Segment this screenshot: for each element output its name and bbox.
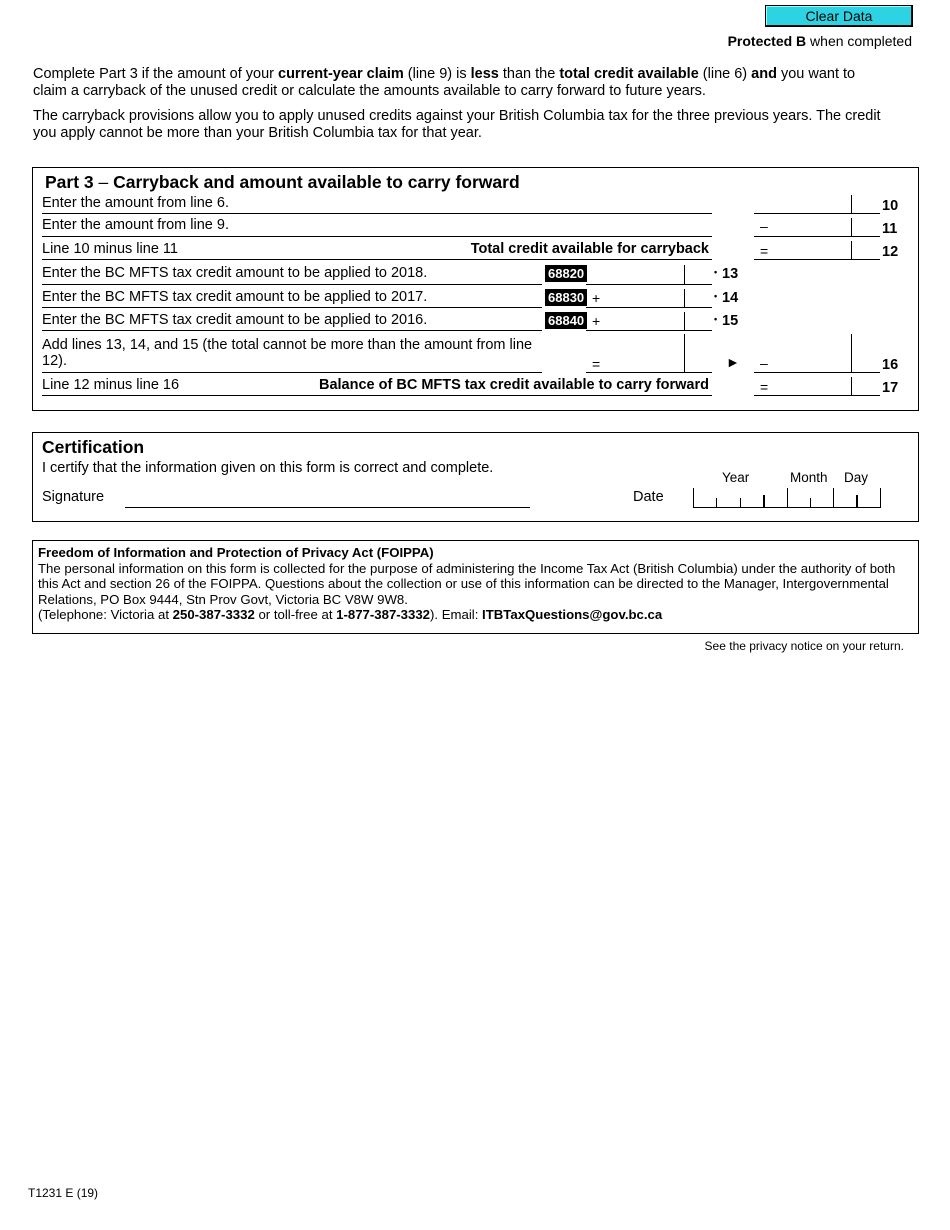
- line15-amount-field[interactable]: [586, 330, 712, 331]
- minus-sign: –: [760, 218, 768, 234]
- year-label: Year: [722, 470, 750, 485]
- arrow-icon: ►: [726, 354, 740, 370]
- line12-description: Total credit available for carryback: [470, 241, 709, 257]
- line11-label: Enter the amount from line 9.: [42, 217, 229, 233]
- line10-amount-field[interactable]: [754, 213, 880, 214]
- line-number-10: 10: [882, 198, 899, 214]
- line-number-16: 16: [882, 357, 899, 373]
- equals-sign: =: [592, 356, 601, 372]
- equals-sign: =: [760, 243, 769, 259]
- line17-description: Balance of BC MFTS tax credit available to carry forward: [318, 377, 709, 393]
- line11-amount-field[interactable]: [754, 236, 880, 237]
- bullet-15: •: [714, 314, 718, 324]
- day-label: Day: [844, 470, 869, 485]
- line12-label: Line 10 minus line 11: [42, 241, 178, 257]
- equals-sign: =: [760, 379, 769, 395]
- clear-data-button[interactable]: Clear Data: [765, 5, 913, 27]
- form-identifier: T1231 E (19): [28, 1186, 99, 1200]
- line13-amount-field[interactable]: [586, 284, 712, 285]
- line16-subtotal-field[interactable]: [586, 372, 712, 373]
- line14-label: Enter the BC MFTS tax credit amount to be applied to 2017.: [42, 289, 428, 305]
- line16-label: Add lines 13, 14, and 15 (the total cannot be more than the amount from line 12).: [42, 337, 533, 369]
- line-number-14: 14: [722, 290, 739, 306]
- protected-b-label: Protected B when completed: [727, 33, 912, 49]
- bullet-14: •: [714, 291, 718, 301]
- intro-paragraph-1: Complete Part 3 if the amount of your current-year claim (line 9) is less than the total credit available (line 6) and you want to claim a carryback of the unused credit or calculate the amounts available to carry forward to future years.: [33, 66, 856, 99]
- plus-sign: +: [592, 290, 601, 306]
- code-68830: 68830: [545, 289, 587, 306]
- privacy-notice: See the privacy notice on your return.: [704, 639, 904, 653]
- line14-amount-field[interactable]: [586, 307, 712, 308]
- code-68840: 68840: [545, 312, 587, 329]
- phone-victoria: 250-387-3332: [172, 607, 255, 623]
- signature-label: Signature: [42, 489, 105, 505]
- line-number-12: 12: [882, 244, 899, 260]
- line15-label: Enter the BC MFTS tax credit amount to be applied to 2016.: [42, 312, 428, 328]
- line13-label: Enter the BC MFTS tax credit amount to be applied to 2018.: [42, 265, 428, 281]
- line17-label: Line 12 minus line 16: [42, 377, 180, 393]
- line-number-17: 17: [882, 380, 899, 396]
- email-address: ITBTaxQuestions@gov.bc.ca: [482, 607, 663, 623]
- intro-paragraph-2: The carryback provisions allow you to apply unused credits against your British Columbia tax for the three previous years. The credit you apply cannot be more than your British Columbia tax for that year.: [33, 108, 881, 141]
- certification-text: I certify that the information given on this form is correct and complete.: [42, 460, 494, 476]
- phone-tollfree: 1-877-387-3332: [336, 607, 431, 623]
- line-number-13: 13: [722, 266, 739, 282]
- line-number-15: 15: [722, 313, 739, 329]
- line-number-11: 11: [882, 221, 898, 237]
- foippa-body: The personal information on this form is collected for the purpose of administering the Income Tax Act (British Columbia) under the authority of both this Act and section 26 of the FOIPPA. Questions about the collection or use of this information can be directed to the Manager, Intergovernmental Relations, PO Box 9444, Stn Prov Govt, Victoria BC V8W 9W8.: [38, 560, 896, 607]
- signature-field[interactable]: [125, 493, 530, 508]
- code-68820: 68820: [545, 265, 587, 282]
- plus-sign: +: [592, 313, 601, 329]
- certification-section: [32, 432, 919, 522]
- bullet-13: •: [714, 267, 718, 277]
- foippa-text: Freedom of Information and Protection of Privacy Act (FOIPPA) The personal information on this form is collected for the purpose of administering the Income Tax Act (British Columbia) under the authority of both this Act and section 26 of the FOIPPA. Questions about the collection or use of this information can be directed to the Manager, Intergovernmental Relations, PO Box 9444, Stn Prov Govt, Victoria BC V8W 9W8. (Telephone: Victoria at 250-387-3332 or toll-free at 1-877-387-3332). Email: ITBTaxQuestions@gov.bc.ca: [38, 545, 896, 623]
- month-label: Month: [790, 470, 828, 485]
- line17-amount-field[interactable]: [754, 395, 880, 396]
- certification-title: Certification: [42, 437, 145, 457]
- line10-label: Enter the amount from line 6.: [42, 195, 229, 211]
- foippa-heading: Freedom of Information and Protection of Privacy Act (FOIPPA): [38, 545, 434, 560]
- date-label: Date: [633, 489, 664, 505]
- line12-amount-field[interactable]: [754, 259, 880, 260]
- line16-amount-field[interactable]: [754, 372, 880, 373]
- part3-title: Part 3 – Carryback and amount available to carry forward: [45, 172, 520, 192]
- minus-sign: –: [760, 355, 768, 371]
